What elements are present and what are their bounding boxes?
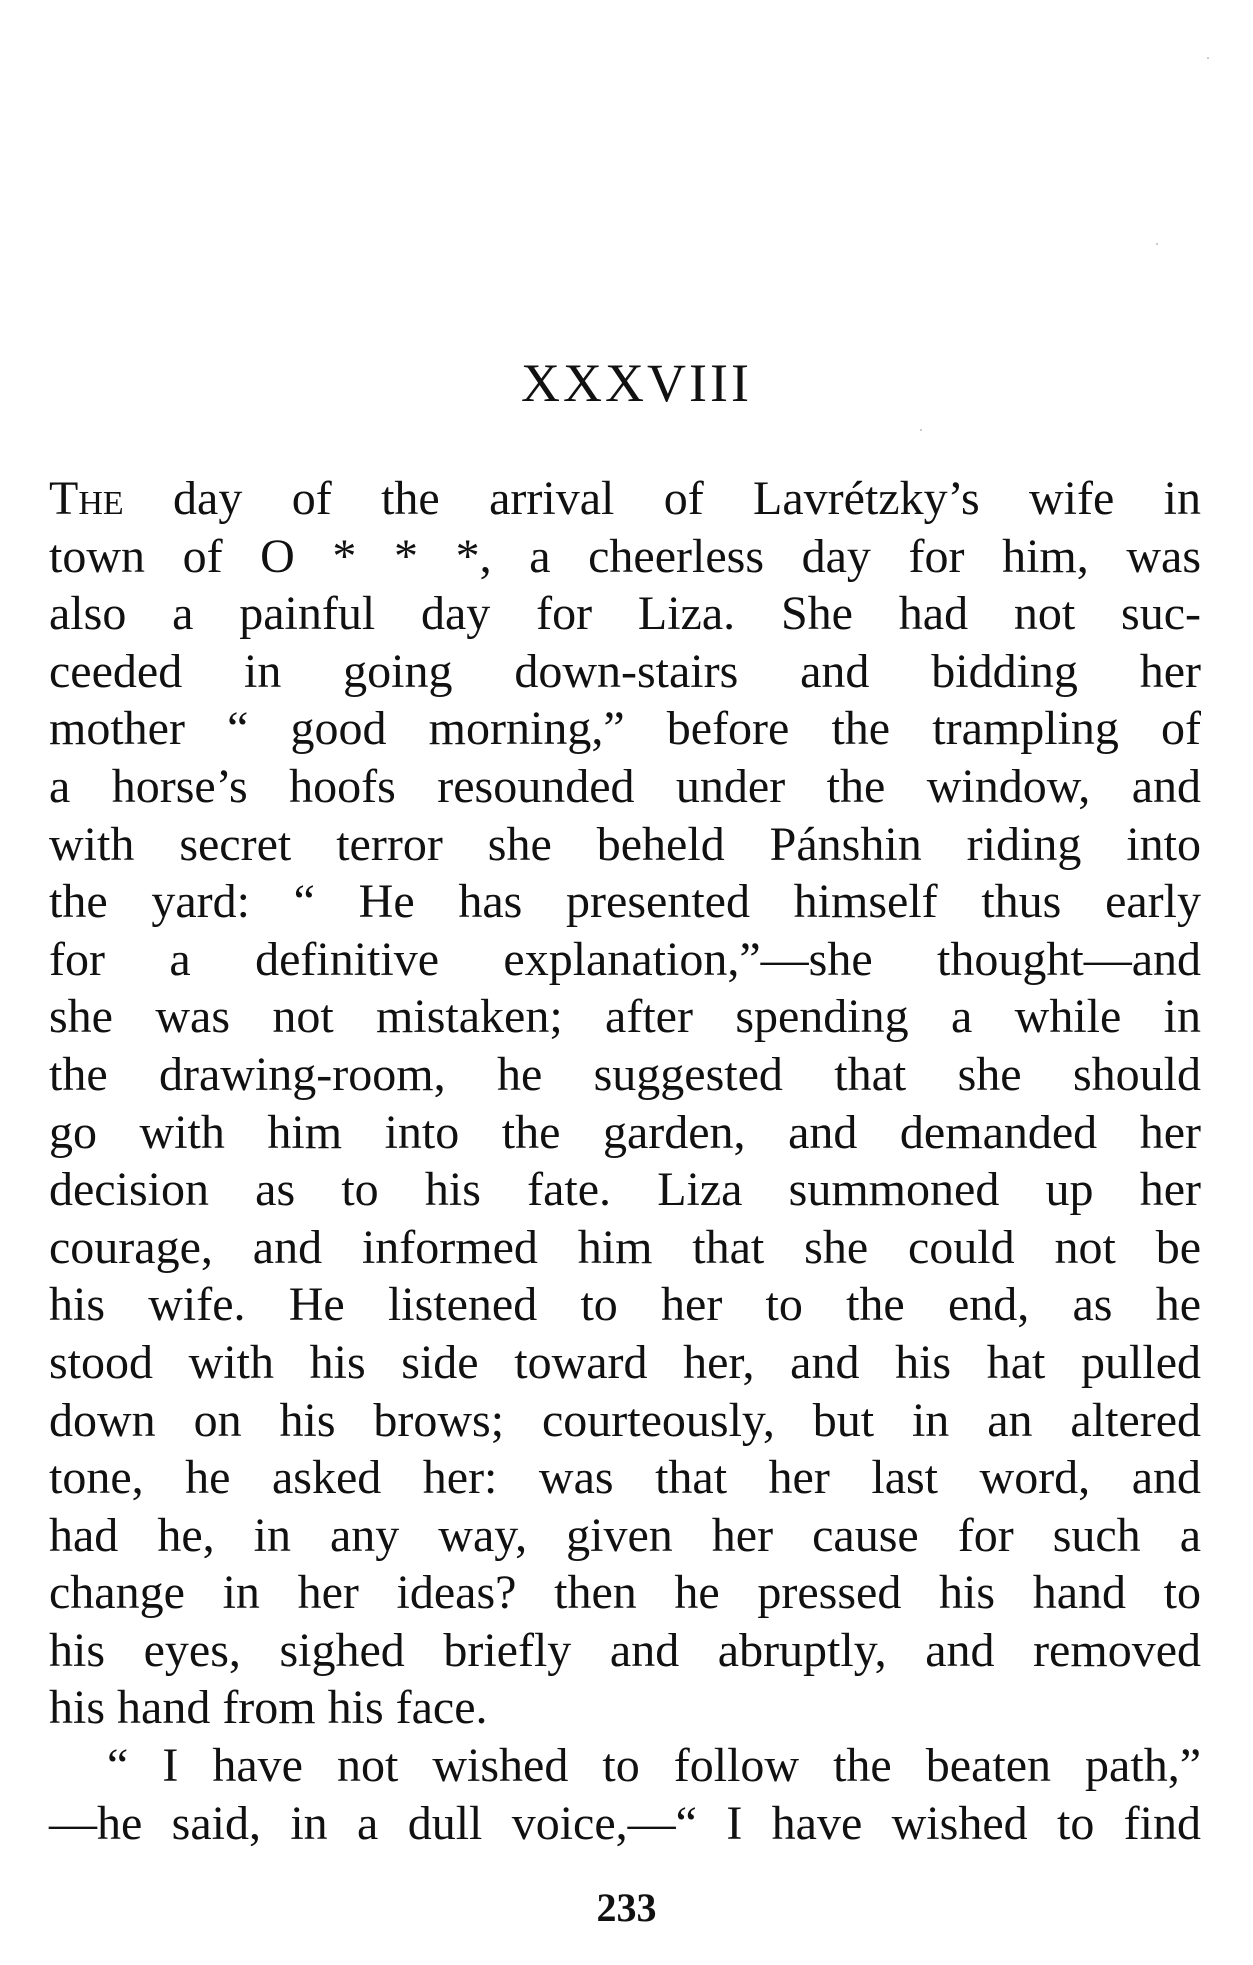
paragraph-1 [49, 470, 1201, 1737]
chapter-heading: XXXVIII [521, 353, 752, 413]
text-line: had he, in any way, given her cause for such a [49, 1508, 1201, 1562]
paragraph-2 [49, 1737, 1201, 1852]
text-line: with secret terror she beheld Pánshin riding into [49, 817, 1201, 871]
paper-speck [920, 429, 922, 431]
paper-speck [1207, 57, 1209, 59]
opening-word: The [49, 472, 124, 525]
text-line: his wife. He listened to her to the end, as he [49, 1278, 1201, 1332]
text-line: ceeded in going down-stairs and bidding her [49, 644, 1201, 698]
paper-speck [1156, 243, 1158, 245]
text-line: The day of the arrival of Lavrétzky’s wife in [49, 472, 1201, 525]
text-line: his eyes, sighed briefly and abruptly, and removed [49, 1623, 1201, 1677]
text-line: change in her ideas? then he pressed his hand to [49, 1566, 1201, 1620]
text-line: decision as to his fate. Liza summoned up her [49, 1163, 1201, 1217]
text-line: “ I have not wished to follow the beaten path,” [107, 1739, 1201, 1793]
text-line: stood with his side toward her, and his hat pulled [49, 1335, 1201, 1389]
text-line: a horse’s hoofs resounded under the window, and [49, 759, 1201, 813]
text-line: she was not mistaken; after spending a while in [49, 990, 1201, 1044]
text-line: —he said, in a dull voice,—“ I have wished to find [49, 1796, 1201, 1850]
text-line: also a painful day for Liza. She had not suc- [49, 587, 1201, 641]
text-line: his hand from his face. [49, 1681, 488, 1735]
text-line: for a definitive explanation,”—she thought—and [49, 932, 1201, 986]
text-line: the yard: “ He has presented himself thus early [49, 875, 1201, 929]
text-line: the drawing-room, he suggested that she should [49, 1047, 1201, 1101]
text-line: courage, and informed him that she could not be [49, 1220, 1201, 1274]
text-line: tone, he asked her: was that her last word, and [49, 1451, 1201, 1505]
text-line: town of O * * *, a cheerless day for him, was [49, 529, 1201, 583]
body-text [49, 470, 1201, 1852]
page-number: 233 [596, 1885, 657, 1930]
text-line: down on his brows; courteously, but in an altered [49, 1393, 1201, 1447]
text-line: mother “ good morning,” before the trampling of [49, 702, 1201, 756]
text-line: go with him into the garden, and demanded her [49, 1105, 1201, 1159]
